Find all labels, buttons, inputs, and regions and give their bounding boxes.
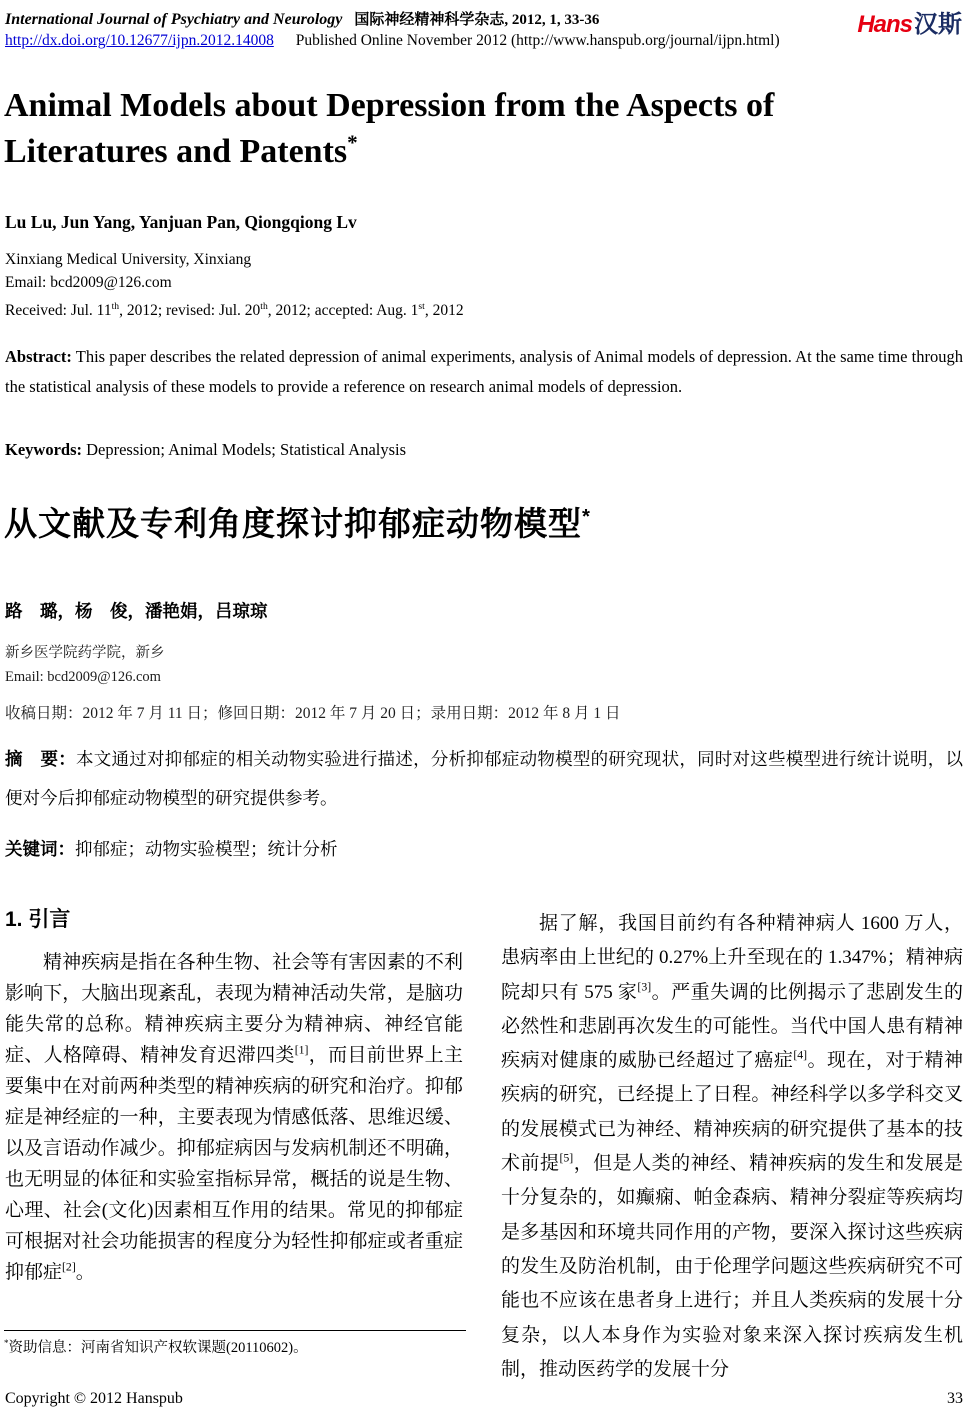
keywords-label: Keywords: (5, 440, 82, 459)
page-number: 33 (947, 1390, 963, 1407)
hans-logo (857, 4, 962, 39)
abstract-text: This paper describes the related depression of animal experiments, analysis of Animal models of depression. At the same time through the statistical analysis of these models to provide a reference on research animal models of depression. (5, 347, 963, 396)
authors-en: Lu Lu, Jun Yang, Yanjuan Pan, Qiongqiong Lv (5, 212, 357, 232)
body-column-left: 精神疾病是指在各种生物、社会等有害因素的不利影响下，大脑出现紊乱，表现为精神活动失常，是脑功能失常的总称。精神疾病主要分为精神病、神经官能症、人格障碍、精神发育迟滞四类[1]，而目前世界上主要集中在对前两种类型的精神疾病的研究和治疗。抑郁症是神经症的一种，主要表现为情感低落、思维迟缓、以及言语动作减少。抑郁症病因与发病机制还不明确，也无明显的体征和实验室指标异常，概括的说是生物、心理、社会(文化)因素相互作用的结果。常见的抑郁症可根据对社会功能损害的程度分为轻性抑郁症或者重症抑郁症[2]。 (5, 952, 463, 1283)
journal-header (5, 8, 599, 29)
received-line: Received: Jul. 11th, 2012; revised: Jul. 20th, 2012; accepted: Aug. 1st, 2012 (5, 300, 464, 319)
keywords-text: Depression; Animal Models; Statistical Analysis (82, 440, 407, 459)
title-footnote-mark: * (347, 130, 358, 155)
article-title-cn (4, 498, 591, 545)
hans-logo-latin: Hans (857, 11, 912, 38)
abstract-cn (5, 740, 963, 818)
abstract-cn-text: 本文通过对抑郁症的相关动物实验进行描述，分析抑郁症动物模型的研究现状，同时对这些模型进行统计说明，以便对今后抑郁症动物模型的研究提供参考。 (5, 749, 963, 808)
email-cn: Email: bcd2009@126.com (5, 669, 161, 685)
keywords-cn (5, 836, 338, 861)
page-footer (5, 1390, 963, 1408)
body-column-right: 据了解，我国目前约有各种精神病人 1600 万人，患病率由上世纪的 0.27%上升至现在的 1.347%；精神病院却只有 575 家[3]。严重失调的比例揭示了悲剧发生的必然性和悲剧再次发生的可能性。当代中国人患有精神疾病对健康的威胁已经超过了癌症[4]。现在，对于精神疾病的研究，已经提上了日程。神经科学以多学科交叉的发展模式已为神经、精神疾病的研究提供了基本的技术前提[5]，但是人类的神经、精神疾病的发生和发展是十分复杂的，如癫痫、帕金森病、精神分裂症等疾病均是多基因和环境共同作用的产物，要深入探讨这些疾病的发生及防治机制，由于伦理学问题这些疾病研究不可能也不应该在患者身上进行；并且人类疾病的发展十分复杂，以人本身作为实验对象来深入探讨疾病发生机制，推动医药学的发展十分 (501, 913, 963, 1380)
article-title-en (4, 83, 934, 175)
published-online-text: Published Online November 2012 (http://www.hanspub.org/journal/ijpn.html) (295, 32, 780, 49)
section-1-heading: 1. 引言 (5, 908, 71, 931)
keywords-cn-label: 关键词： (5, 839, 75, 859)
article-title-cn-text: 从文献及专利角度探讨抑郁症动物模型 (4, 505, 582, 542)
copyright-text: Copyright © 2012 Hanspub (5, 1390, 183, 1407)
journal-name-cn: 国际神经精神科学杂志, 2012, 1, 33-36 (354, 12, 600, 28)
dates-cn: 收稿日期：2012 年 7 月 11 日；修回日期：2012 年 7 月 20 日；录用日期：2012 年 8 月 1 日 (5, 705, 621, 722)
affiliation-block-en (5, 248, 251, 294)
email-en: Email: bcd2009@126.com (5, 274, 172, 291)
affiliation-block-cn (5, 641, 165, 689)
abstract-label: Abstract: (5, 347, 72, 366)
affiliation-cn: 新乡医学院药学院，新乡 (5, 645, 165, 661)
doi-line (5, 32, 780, 50)
article-title-en-text: Animal Models about Depression from the Aspects of Literatures and Patents (4, 87, 775, 170)
authors-cn: 路 璐，杨 俊，潘艳娟，吕琼琼 (5, 601, 268, 621)
affiliation-en: Xinxiang Medical University, Xinxiang (5, 251, 252, 268)
funding-footnote: *资助信息：河南省知识产权软课题(20110602)。 (4, 1330, 466, 1357)
hans-logo-cn: 汉斯 (914, 11, 962, 38)
abstract-cn-label: 摘 要： (5, 749, 76, 769)
title-cn-footnote-mark: * (582, 505, 591, 528)
journal-name-en: International Journal of Psychiatry and Neurology (5, 11, 343, 28)
abstract-en (5, 342, 963, 401)
keywords-cn-text: 抑郁症；动物实验模型；统计分析 (75, 839, 338, 859)
keywords-en (5, 440, 406, 460)
doi-link[interactable]: http://dx.doi.org/10.12677/ijpn.2012.14008 (5, 32, 274, 49)
